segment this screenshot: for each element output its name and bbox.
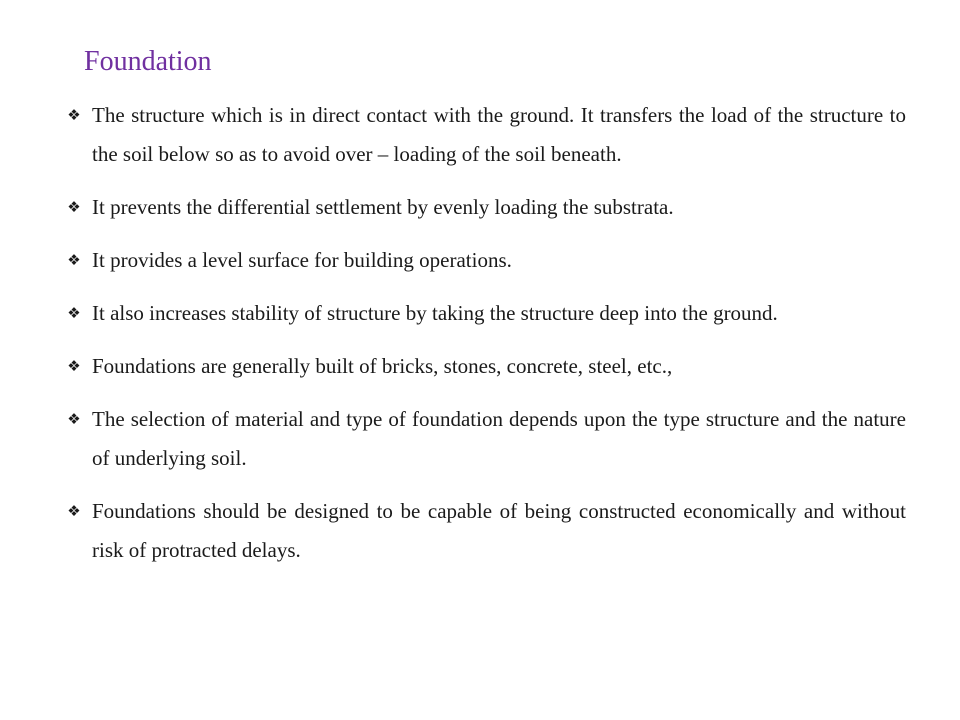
diamond-bullet-icon: ❖ xyxy=(67,106,81,124)
bullet-text: Foundations should be designed to be capable of being constructed economically and without risk of protracted delays. xyxy=(92,499,906,562)
diamond-bullet-icon: ❖ xyxy=(67,502,81,520)
diamond-bullet-icon: ❖ xyxy=(67,410,81,428)
diamond-bullet-icon: ❖ xyxy=(67,357,81,375)
bullet-item xyxy=(64,492,906,570)
bullet-item xyxy=(64,188,906,227)
bullet-list xyxy=(64,96,906,584)
diamond-bullet-icon: ❖ xyxy=(67,198,81,216)
bullet-text: The structure which is in direct contact with the ground. It transfers the load of the structure to the soil below so as to avoid over – loading of the soil beneath. xyxy=(92,103,906,166)
bullet-item xyxy=(64,294,906,333)
bullet-text: The selection of material and type of foundation depends upon the type structure and the nature of underlying soil. xyxy=(92,407,906,470)
bullet-text: It prevents the differential settlement by evenly loading the substrata. xyxy=(92,195,674,219)
slide-title: Foundation xyxy=(84,46,212,77)
bullet-item xyxy=(64,241,906,280)
bullet-text: Foundations are generally built of bricks, stones, concrete, steel, etc., xyxy=(92,354,673,378)
bullet-text: It also increases stability of structure by taking the structure deep into the ground. xyxy=(92,301,778,325)
bullet-item xyxy=(64,347,906,386)
bullet-item xyxy=(64,96,906,174)
diamond-bullet-icon: ❖ xyxy=(67,304,81,322)
bullet-text: It provides a level surface for building operations. xyxy=(92,248,512,272)
diamond-bullet-icon: ❖ xyxy=(67,251,81,269)
bullet-item xyxy=(64,400,906,478)
